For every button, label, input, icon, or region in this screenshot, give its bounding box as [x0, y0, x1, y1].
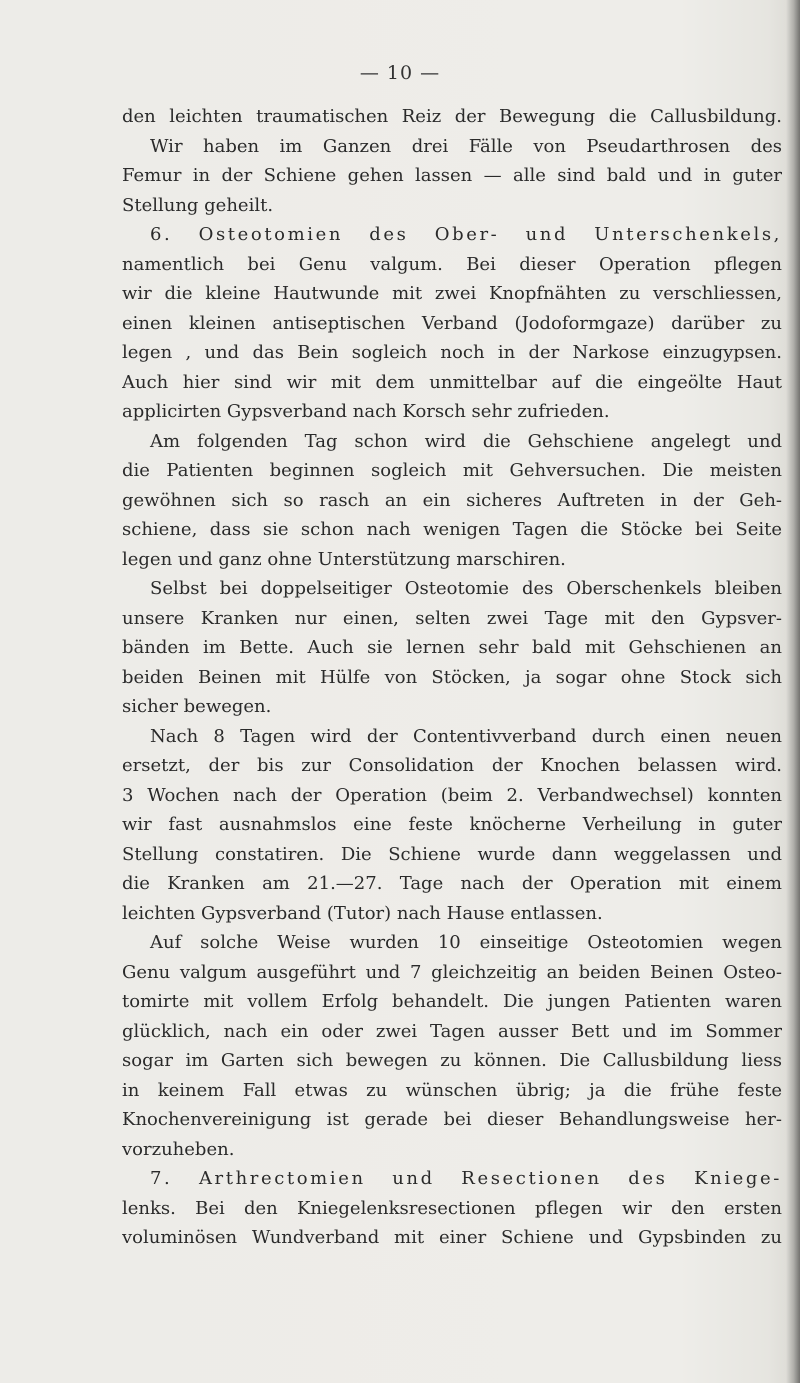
text-line: legen , und das Bein sogleich noch in der Narkose einzugypsen.: [122, 342, 782, 363]
text-line: bänden im Bette. Auch sie lernen sehr bald mit Gehschienen an: [122, 637, 782, 658]
text-line: Nach 8 Tagen wird der Contentivverband durch einen neuen: [150, 725, 782, 747]
text-line: Genu valgum ausgeführt und 7 gleichzeitig an beiden Beinen Osteo-: [122, 961, 782, 983]
text-line: Knochenvereinigung ist gerade bei dieser Behandlungsweise her-: [122, 1109, 782, 1130]
text-line: Am folgenden Tag schon wird die Gehschiene angelegt und: [150, 430, 782, 452]
text-line: die Patienten beginnen sogleich mit Gehversuchen. Die meisten: [122, 460, 782, 481]
text-line: leichten Gypsverband (Tutor) nach Hause entlassen.: [122, 902, 603, 924]
text-line: wir die kleine Hautwunde mit zwei Knopfnähten zu verschliessen,: [122, 283, 782, 304]
text-line: Selbst bei doppelseitiger Osteotomie des Oberschenkels bleiben: [150, 578, 782, 599]
section-heading-line: 6. Osteotomien des Ober- und Unterschenkels,: [150, 224, 782, 245]
text-line: den leichten traumatischen Reiz der Bewegung die Callusbildung.: [122, 106, 782, 127]
text-line: schiene, dass sie schon nach wenigen Tagen die Stöcke bei Seite: [122, 519, 782, 540]
text-line: wir fast ausnahmslos eine feste knöcherne Verheilung in guter: [122, 814, 782, 835]
text-line: einen kleinen antiseptischen Verband (Jodoformgaze) darüber zu: [122, 312, 782, 334]
text-line: tomirte mit vollem Erfolg behandelt. Die jungen Patienten waren: [122, 991, 782, 1012]
text-line: Wir haben im Ganzen drei Fälle von Pseudarthrosen des: [150, 135, 782, 157]
text-line: Stellung geheilt.: [122, 194, 274, 216]
section-heading-line: 7. Arthrectomien und Resectionen des Kniege-: [150, 1168, 782, 1189]
text-line: vorzuheben.: [122, 1138, 235, 1160]
page-number: — 10 —: [359, 62, 441, 84]
text-line: Stellung constatiren. Die Schiene wurde dann weggelassen und: [122, 843, 782, 865]
text-line: gewöhnen sich so rasch an ein sicheres Auftreten in der Geh-: [122, 489, 782, 511]
text-line: sogar im Garten sich bewegen zu können. Die Callusbildung liess: [122, 1050, 782, 1071]
text-line: unsere Kranken nur einen, selten zwei Tage mit den Gypsver-: [122, 607, 782, 629]
text-line: Auf solche Weise wurden 10 einseitige Osteotomien wegen: [150, 932, 782, 953]
text-line: Femur in der Schiene gehen lassen — alle sind bald und in guter: [122, 165, 782, 186]
page-edge-shadow: [786, 0, 800, 1383]
text-line: lenks. Bei den Kniegelenksresectionen pflegen wir den ersten: [122, 1197, 782, 1219]
text-line: applicirten Gypsverband nach Korsch sehr zufrieden.: [122, 401, 610, 422]
text-line: sicher bewegen.: [122, 696, 272, 717]
text-line: ersetzt, der bis zur Consolidation der Knochen belassen wird.: [122, 755, 782, 776]
text-line: legen und ganz ohne Unterstützung marschiren.: [122, 548, 566, 570]
body-text: [122, 102, 782, 1253]
text-line: namentlich bei Genu valgum. Bei dieser Operation pflegen: [122, 253, 782, 275]
text-line: in keinem Fall etwas zu wünschen übrig; ja die frühe feste: [122, 1079, 782, 1101]
text-line: Auch hier sind wir mit dem unmittelbar auf die eingeölte Haut: [122, 371, 782, 393]
text-line: glücklich, nach ein oder zwei Tagen ausser Bett und im Sommer: [122, 1020, 782, 1042]
text-line: voluminösen Wundverband mit einer Schiene und Gypsbinden zu: [122, 1227, 782, 1248]
text-line: 3 Wochen nach der Operation (beim 2. Verbandwechsel) konnten: [122, 784, 782, 806]
text-line: die Kranken am 21.—27. Tage nach der Operation mit einem: [122, 873, 782, 894]
text-line: beiden Beinen mit Hülfe von Stöcken, ja sogar ohne Stock sich: [122, 666, 782, 688]
